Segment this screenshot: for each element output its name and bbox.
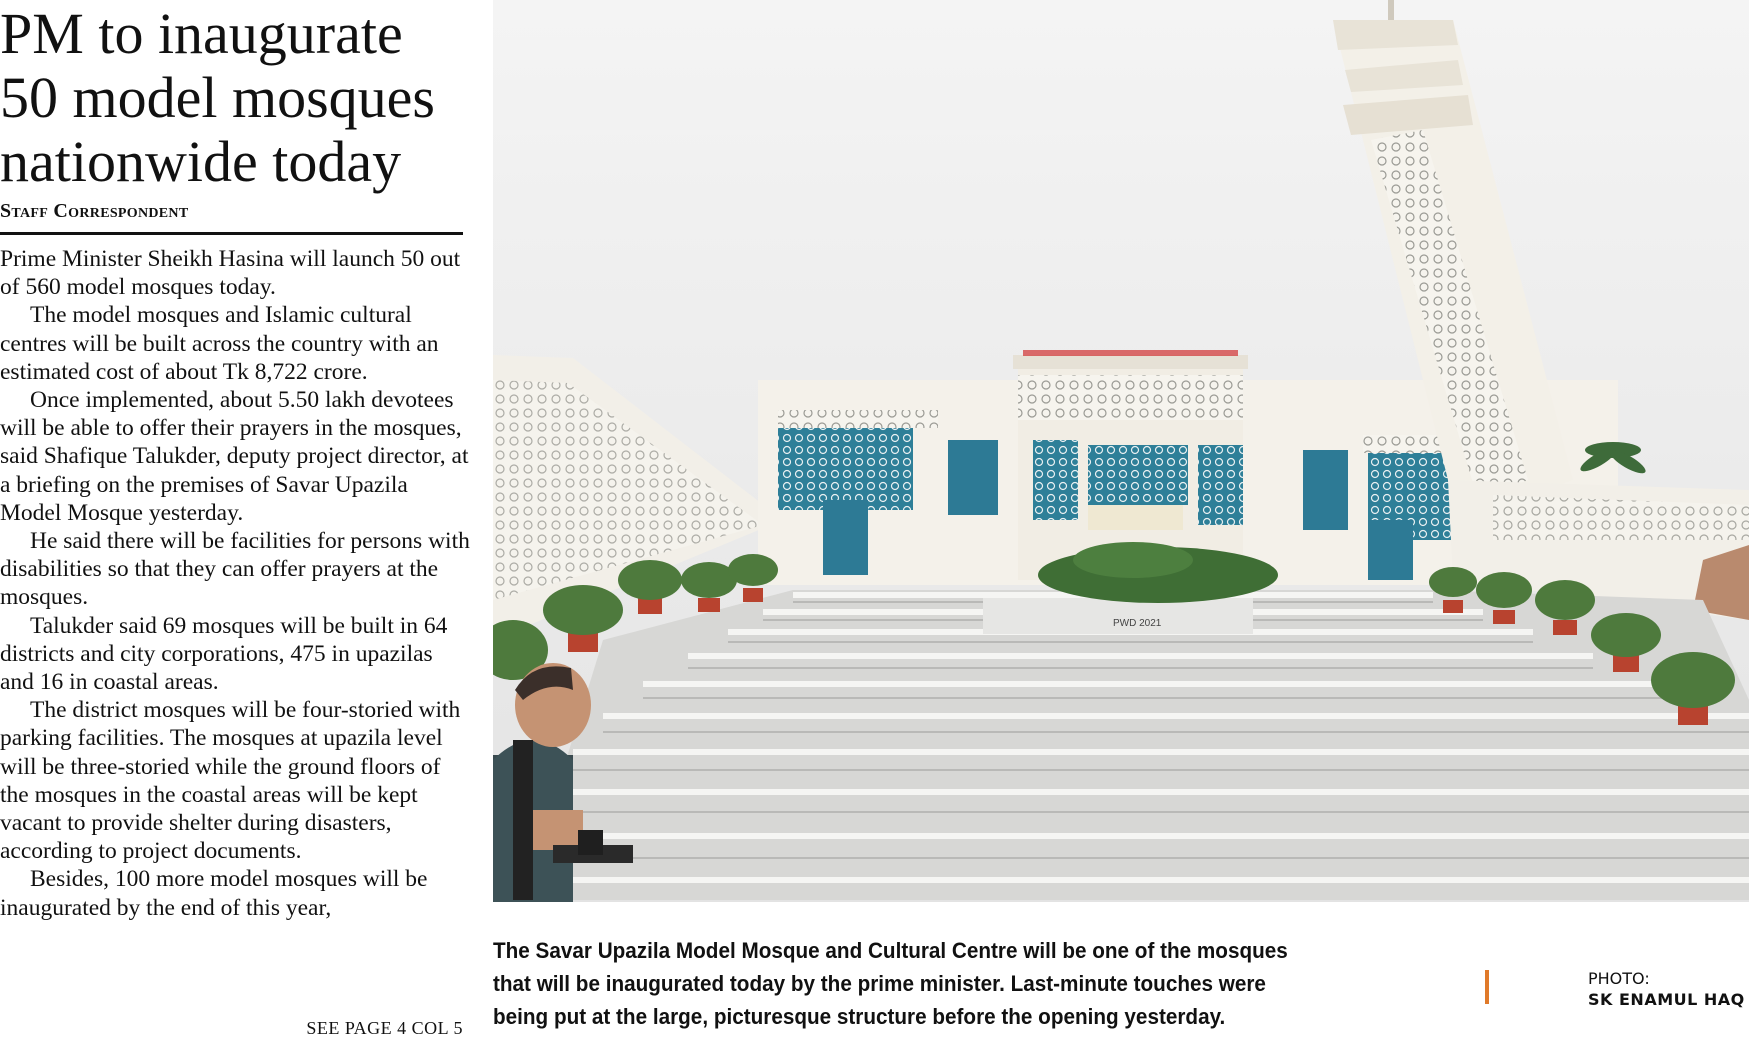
photo-caption: The Savar Upazila Model Mosque and Cultural Centre will be one of the mosques that will be inaugurated today by the prime minister. Last-minute touches were being put at the large, picturesque structure before the opening yesterday. bbox=[493, 938, 1288, 1029]
body-paragraph: He said there will be facilities for persons with disabilities so that they can offer prayers at the mosques. bbox=[0, 528, 470, 611]
byline-rule bbox=[0, 232, 463, 235]
body-paragraph: Prime Minister Sheikh Hasina will launch 50 out of 560 model mosques today. bbox=[0, 246, 461, 301]
photo-credit bbox=[1588, 968, 1745, 1010]
credit-accent-bar bbox=[1485, 970, 1489, 1004]
article-headline bbox=[0, 2, 470, 194]
byline: Staff Correspondent bbox=[0, 200, 189, 222]
photo-credit-label: PHOTO: bbox=[1588, 969, 1650, 988]
mosque-photo bbox=[493, 0, 1749, 902]
body-paragraph: The district mosques will be four-storied with parking facilities. The mosques at upazila level will be three-storied while the ground floors of the mosques in the coastal areas will be kept vacant to provide shelter during disasters, according to project documents. bbox=[0, 697, 461, 865]
body-paragraph: Talukder said 69 mosques will be built in 64 districts and city corporations, 475 in upazilas and 16 in coastal areas. bbox=[0, 612, 448, 696]
headline-line: nationwide today bbox=[0, 129, 402, 194]
article-body bbox=[0, 245, 470, 922]
photo-credit-name: SK ENAMUL HAQ bbox=[1588, 990, 1745, 1009]
body-paragraph: Besides, 100 more model mosques will be inaugurated by the end of this year, bbox=[0, 866, 428, 921]
step-plaque-text: PWD 2021 bbox=[1113, 618, 1162, 629]
headline-line: PM to inaugurate bbox=[0, 1, 403, 66]
body-paragraph: The model mosques and Islamic cultural centres will be built across the country with an estimated cost of about Tk 8,722 crore. bbox=[0, 302, 439, 385]
body-paragraph: Once implemented, about 5.50 lakh devotees will be able to offer their prayers in the mosques, said Shafique Talukder, deputy project director, at a briefing on the premises of Savar Upazila Model Mosque yesterday. bbox=[0, 387, 469, 526]
headline-line: 50 model mosques bbox=[0, 65, 435, 130]
continuation-jump: SEE PAGE 4 COL 5 bbox=[306, 1018, 463, 1038]
